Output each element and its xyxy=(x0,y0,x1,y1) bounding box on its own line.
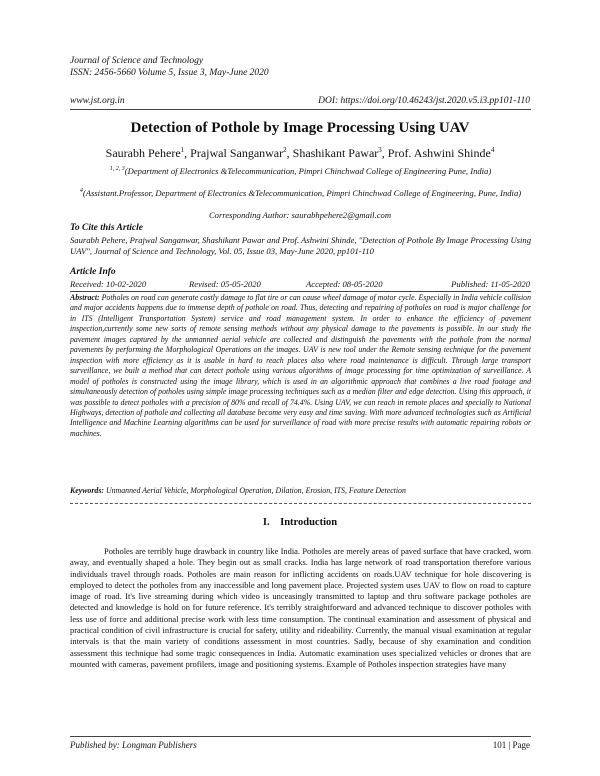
keywords-text: Unmanned Aerial Vehicle, Morphological Operation, Dilation, Erosion, ITS, Feature Detection xyxy=(105,486,406,495)
received-date: Received: 10-02-2020 xyxy=(70,279,147,289)
footer-divider xyxy=(70,736,531,737)
abstract-label: Abstract: xyxy=(70,293,100,302)
cite-text: Saurabh Pehere, Prajwal Sanganwar, Shashikant Pawar and Prof. Ashwini Shinde, "Detection of Pothole By Image Processing Using UAV", Journal of Science and Technology, Vol. 05, Issue 03, May-June 2020, pp101-110 xyxy=(70,235,531,256)
author-sup: 1 xyxy=(180,146,185,154)
section-title: Introduction xyxy=(280,517,338,528)
author-separator: , xyxy=(381,146,388,160)
author-name: Saurabh Pehere xyxy=(105,146,181,160)
author-separator: , xyxy=(184,146,191,160)
header-divider xyxy=(70,109,531,110)
keywords xyxy=(70,486,531,495)
journal-name: Journal of Science and Technology xyxy=(70,56,204,66)
author-list xyxy=(0,146,600,161)
affiliation-2-text: (Assistant.Professor, Department of Electronics &Telecommunication, Pimpri Chinchwad College of Engineering, Pune, India) xyxy=(82,187,522,198)
author-name: Prof. Ashwini Shinde xyxy=(387,146,491,160)
author-sup: 2 xyxy=(283,146,287,154)
intro-paragraph: Potholes are terribly huge drawback in country like India. Potholes are merely areas of paved surface that have cracked, worn away, and eventually shaped a hole. They begin out as small cracks. India has large network of road transportation therefore various individuals travel through roads. Potholes are main reason for inflicting accidents on roads.UAV technique for hole discovering is employed to detect the potholes from any inaccessible and long pavement place. Projected system uses UAV to flow on road to capture image of road. It's live streaming during which video is unceasingly transmitted to laptop and thru software package potholes are detected and knowledge is hold on for future reference. It's terribly straightforward and advanced technique to discover potholes with less use of force and additional precise work with less time consumption. The continual examination and assessment of physical and practical condition of civil infrastructure is crucial for safety, utility and rideability. Currently, the manual visual examination at regular intervals is that the main variety of conditions assessment in most countries. Sadly, because of shy examination and condition assessment this technique had some tragic consequences in India. Automatic examination uses specialized vehicles or drones that are mounted with cameras, pavement profilers, image and positioning systems. Example of Potholes inspection strategies have many xyxy=(70,546,531,669)
abstract-text: Potholes on road can generate costly damage to flat tire or can cause wheel damage of motor cycle. Especially in India vehicle collision and major accidents happens due to immense depth of pothole on road. Thus, detecting and repairing of potholes on road is major challenge for in ITS (Intelligent Transportation System) service and road management system. In order to enhance the efficiency of pavement inspection,currently some new sorts of remote sensing methods without any physical damage to the pavements is possible. In our study the pavement images captured by the unmanned aerial vehicle are collected and distinguish the pavements with the pothole from the normal pavements by performing the Morphological Operations on the images. UAV is new tool under the Remote sensing technique for the pavement inspection with more efficiency as it is usable in hard to reach places also where road maintenance is difficult. Through large transport surveillance, we built a method that can detect pothole using various algorithms of image processing for time optimization of surveillance. A model of potholes is constructed using the image library, which is used in an algorithmic approach that combines a live road footage and simultaneously detection of potholes using simple image processing techniques such as a median filter and edge detection. Using this approach, it was possible to detect potholes with a precision of 80% and recall of 74.4%. Using UAV, we can reach in remote places and specially to National Highways, detection of pothole and collecting all database become very easy and time saving. With more advanced technologies such as Artificial Intelligence and Machine Learning algorithms can be used for surveillance of road with more precise results with automatic repairing robots or machines. xyxy=(70,293,532,438)
paper-title: Detection of Pothole by Image Processing Using UAV xyxy=(130,120,470,136)
page-number: 101 | Page xyxy=(492,740,530,750)
keywords-label: Keywords: xyxy=(70,486,104,495)
section-heading xyxy=(0,517,600,528)
abstract-divider xyxy=(70,503,531,504)
author-sup: 4 xyxy=(490,146,495,154)
published-date: Published: 11-05-2020 xyxy=(451,279,530,289)
accepted-date: Accepted: 08-05-2020 xyxy=(306,279,383,289)
abstract xyxy=(70,293,531,439)
affiliation-1 xyxy=(80,164,521,177)
cite-heading: To Cite this Article xyxy=(70,223,143,233)
journal-website[interactable]: www.jst.org.in xyxy=(70,96,125,106)
author-name: Prajwal Sanganwar xyxy=(190,146,284,160)
affiliation-1-text: (Department of Electronics &Telecommunication, Pimpri Chinchwad College of Engineering Pune, India) xyxy=(124,165,492,176)
section-number: I. xyxy=(262,517,270,528)
revised-date: Revised: 05-05-2020 xyxy=(189,279,261,289)
journal-issn: ISSN: 2456-5660 Volume 5, Issue 3, May-June 2020 xyxy=(70,68,269,78)
author-separator: , xyxy=(286,146,293,160)
footer-publisher: Published by: Longman Publishers xyxy=(70,740,197,750)
journal-doi[interactable]: DOI: https://doi.org/10.46243/jst.2020.v5.i3.pp101-110 xyxy=(318,96,530,106)
info-divider xyxy=(70,291,531,292)
author-sup: 3 xyxy=(378,146,382,154)
affiliation-2-sup: 4 xyxy=(79,188,83,194)
article-info-heading: Article Info xyxy=(70,267,116,277)
affiliation-1-sup: 1, 2, 3 xyxy=(109,166,125,172)
corresponding-author: Corresponding Author: saurabhpehere2@gmail.com xyxy=(208,210,392,220)
author-name: Shashikant Pawar xyxy=(292,146,379,160)
affiliation-2 xyxy=(74,186,527,199)
